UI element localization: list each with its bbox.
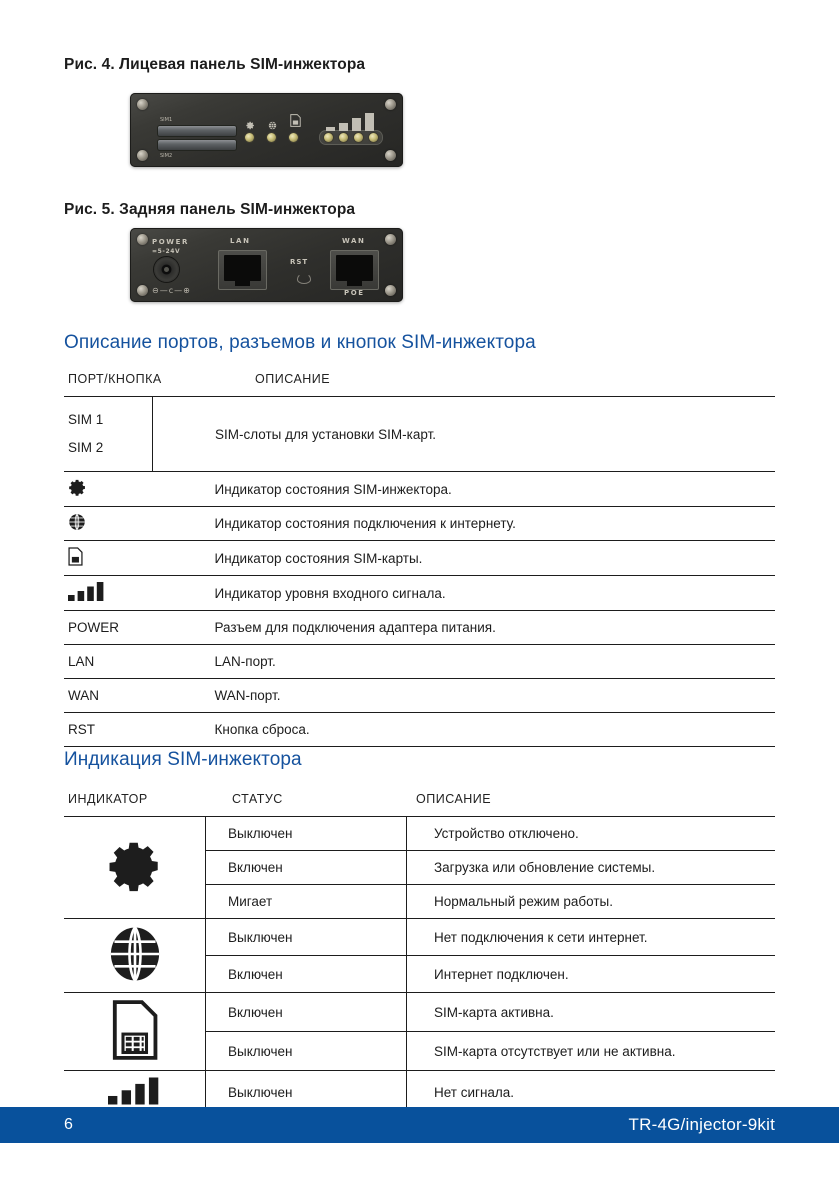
table-row	[64, 919, 775, 956]
screw-icon	[385, 150, 396, 161]
cell-description: LAN-порт.	[153, 645, 776, 679]
cell-status: Выключен	[206, 919, 407, 956]
sim2-slot	[158, 140, 236, 150]
cell-port: RST	[64, 713, 153, 747]
figure-caption-front-panel: Рис. 4. Лицевая панель SIM-инжектора	[64, 56, 366, 73]
table-row	[64, 541, 775, 576]
table-row	[64, 507, 775, 541]
cell-description: Нет сигнала.	[407, 1071, 776, 1115]
sim-card-icon	[112, 999, 158, 1064]
cell-port: LAN	[64, 645, 153, 679]
cell-description: Кнопка сброса.	[153, 713, 776, 747]
column-header-port: ПОРТ/КНОПКА	[68, 372, 162, 386]
cell-description: WAN-порт.	[153, 679, 776, 713]
cell-description: Индикатор состояния SIM-инжектора.	[153, 472, 776, 507]
signal-led	[369, 133, 378, 142]
cell-indicator-icon	[64, 919, 206, 993]
status-led	[267, 133, 276, 142]
cell-port-icon	[64, 541, 153, 576]
cell-port-icon	[64, 472, 153, 507]
section-heading-ports: Описание портов, разъемов и кнопок SIM-инжектора	[64, 332, 536, 353]
indication-table	[64, 816, 775, 1115]
sim1-slot	[158, 126, 236, 136]
cell-description: Индикатор состояния SIM-карты.	[153, 541, 776, 576]
status-led	[289, 133, 298, 142]
cell-description: Интернет подключен.	[407, 956, 776, 993]
front-panel-photo	[130, 93, 403, 167]
status-led	[245, 133, 254, 142]
cell-port: POWER	[64, 611, 153, 645]
figure-caption-rear-panel: Рис. 5. Задняя панель SIM-инжектора	[64, 201, 356, 218]
table-row	[64, 472, 775, 507]
cell-port	[64, 397, 153, 472]
signal-bars-icon	[68, 582, 106, 604]
cell-description: Индикатор уровня входного сигнала.	[153, 576, 776, 611]
sim-card-icon	[290, 114, 301, 132]
wan-port	[330, 250, 379, 290]
table-row	[64, 645, 775, 679]
column-header-description: ОПИСАНИЕ	[255, 372, 331, 386]
power-voltage-label: =5-24V	[152, 248, 181, 255]
rst-label: RST	[290, 258, 309, 266]
cell-port-icon	[64, 507, 153, 541]
footer-model-name: TR-4G/injector-9kit	[628, 1115, 775, 1134]
cell-status: Выключен	[206, 817, 407, 851]
sim1-label: SIM 1	[68, 412, 104, 428]
column-header-description: ОПИСАНИЕ	[416, 792, 492, 806]
signal-led	[324, 133, 333, 142]
gear-icon	[68, 478, 87, 500]
signal-led	[354, 133, 363, 142]
cell-indicator-icon	[64, 817, 206, 919]
cell-port: WAN	[64, 679, 153, 713]
rear-panel-photo	[130, 228, 403, 302]
cell-description: Разъем для подключения адаптера питания.	[153, 611, 776, 645]
wan-label: WAN	[342, 237, 366, 245]
globe-icon	[109, 925, 161, 986]
column-header-status: СТАТУС	[232, 792, 283, 806]
cell-status: Выключен	[206, 1071, 407, 1115]
cell-port-icon	[64, 576, 153, 611]
power-jack	[154, 257, 179, 282]
cell-status: Включен	[206, 851, 407, 885]
sim1-slot-label: SIM1	[160, 117, 173, 123]
cell-description: Загрузка или обновление системы.	[407, 851, 776, 885]
sim2-label: SIM 2	[68, 440, 104, 455]
footer-page-number: 6	[64, 1116, 73, 1133]
cell-description: Нормальный режим работы.	[407, 885, 776, 919]
column-header-indicator: ИНДИКАТОР	[68, 792, 148, 806]
table-row	[64, 611, 775, 645]
globe-icon	[68, 513, 86, 534]
cell-status: Мигает	[206, 885, 407, 919]
gear-icon	[106, 837, 164, 898]
page-footer	[0, 1107, 839, 1143]
power-label: POWER	[152, 238, 189, 246]
signal-bars-icon	[108, 1077, 162, 1108]
cell-description: Устройство отключено.	[407, 817, 776, 851]
sim-card-icon	[68, 547, 83, 569]
table-row	[64, 679, 775, 713]
section-heading-indication: Индикация SIM-инжектора	[64, 749, 302, 770]
screw-icon	[137, 99, 148, 110]
cell-description: SIM-слоты для установки SIM-карт.	[153, 397, 776, 472]
lan-port	[218, 250, 267, 290]
screw-icon	[137, 234, 148, 245]
cell-description: SIM-карта активна.	[407, 993, 776, 1032]
poe-label: POE	[344, 289, 365, 297]
lan-label: LAN	[230, 237, 251, 245]
cell-status: Выключен	[206, 1032, 407, 1071]
screw-icon	[385, 99, 396, 110]
cell-description: Нет подключения к сети интернет.	[407, 919, 776, 956]
cell-indicator-icon	[64, 993, 206, 1071]
cell-status: Включен	[206, 993, 407, 1032]
table-row	[64, 993, 775, 1032]
sim2-slot-label: SIM2	[160, 153, 173, 159]
table-row	[64, 713, 775, 747]
screw-icon	[137, 285, 148, 296]
cell-description: SIM-карта отсутствует или не активна.	[407, 1032, 776, 1071]
polarity-marking: ⊖—ᴄ—⊕	[152, 286, 191, 295]
table-row	[64, 817, 775, 851]
cell-status: Включен	[206, 956, 407, 993]
screw-icon	[385, 234, 396, 245]
ports-table	[64, 396, 775, 747]
screw-icon	[137, 150, 148, 161]
table-row	[64, 576, 775, 611]
cell-description: Индикатор состояния подключения к интернету.	[153, 507, 776, 541]
table-row	[64, 397, 775, 472]
screw-icon	[385, 285, 396, 296]
signal-led	[339, 133, 348, 142]
reset-button	[297, 273, 311, 284]
